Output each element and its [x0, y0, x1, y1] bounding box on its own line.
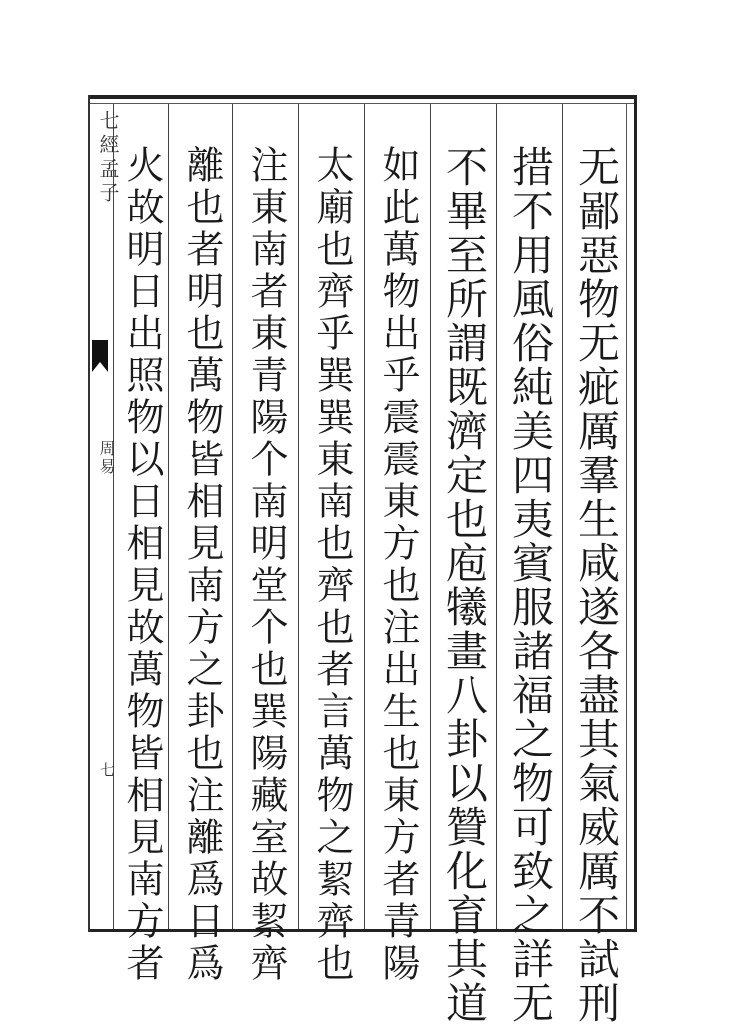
text-column-6: [236, 145, 296, 985]
column-rule: [496, 104, 497, 929]
column-text: 注東南者東青陽个南明堂个也巽陽藏室故絜齊: [244, 145, 288, 985]
frame-right-border: [634, 95, 637, 932]
frame-top-inner-border: [88, 103, 636, 104]
column-text: 如此萬物出乎震震東方也注出生也東方者青陽: [376, 145, 420, 985]
text-column-3: [434, 145, 494, 1025]
column-text: 不畢至所謂既濟定也庖犧畫八卦以贊化育其道: [440, 145, 489, 1025]
frame-right-inner-border: [626, 103, 627, 929]
column-text: 措不用風俗純美四夷賓服諸福之物可致之詳无: [506, 145, 555, 1025]
banxin-page-number: 七: [98, 762, 116, 777]
banxin-section-label: 周易: [97, 440, 116, 476]
text-column-5: [302, 145, 362, 985]
text-column-4: [368, 145, 428, 985]
banxin-title: 七經孟子: [96, 110, 120, 206]
column-text: 无鄙惡物无疵厲羣生咸遂各盡其氣威厲不試刑: [572, 145, 621, 1025]
column-rule: [364, 104, 365, 929]
column-rule: [430, 104, 431, 929]
column-rule: [298, 104, 299, 929]
text-column-1: [566, 145, 626, 1025]
column-text: 太廟也齊乎巽巽東南也齊也者言萬物之絜齊也: [310, 145, 354, 985]
text-column-7: [172, 145, 232, 985]
frame-left-border: [88, 95, 90, 932]
column-text: 離也者明也萬物皆相見南方之卦也注離爲日爲: [180, 145, 224, 985]
column-text: 火故明日出照物以日相見故萬物皆相見南方者: [120, 145, 164, 985]
column-rule: [232, 104, 233, 929]
text-column-8: [112, 145, 172, 985]
frame-top-border: [88, 95, 636, 99]
column-rule: [562, 104, 563, 929]
fishtail-mark-icon: [90, 340, 110, 372]
text-column-2: [500, 145, 560, 1025]
